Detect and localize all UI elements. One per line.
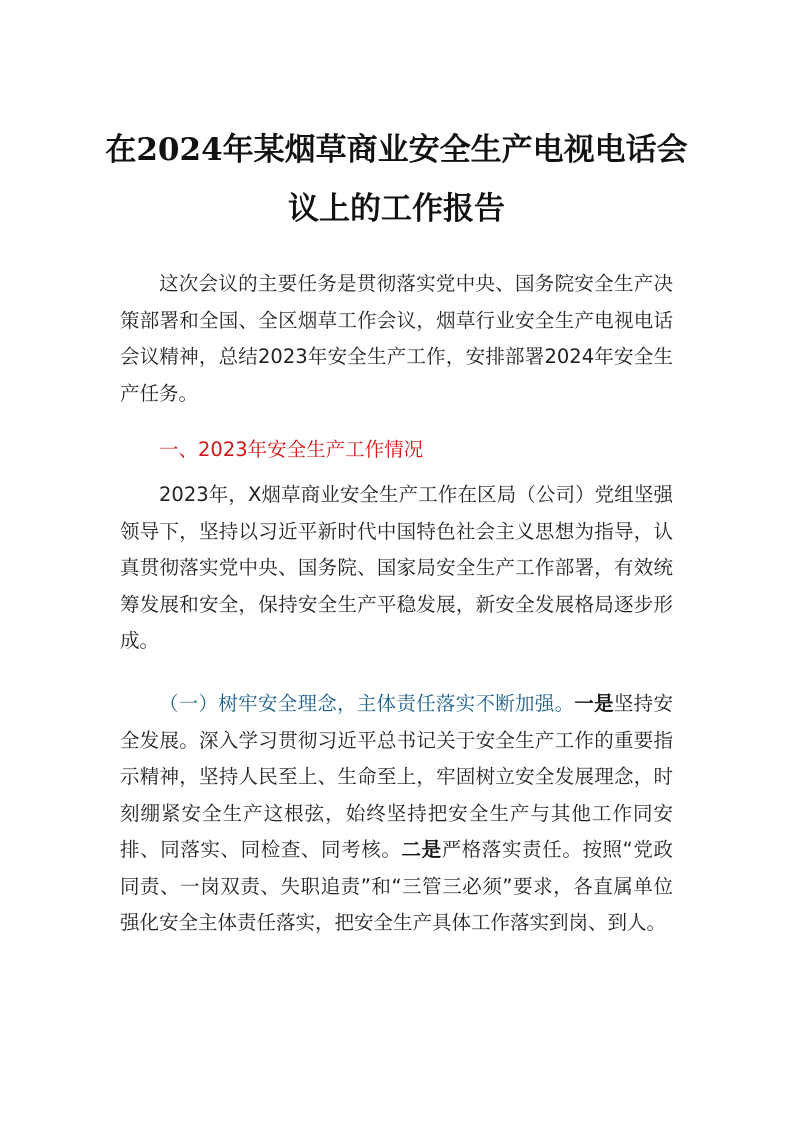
subsection-1-text-2: 严格落实责任。按照“党政同责、一岗双责、失职追责”和“三管三必须”要求，各直属单位强化安全主体责任落实，把安全生产具体工作落实到岗、到人。: [120, 838, 673, 934]
subsection-1-paragraph: [120, 686, 673, 942]
section-1-paragraph: 2023年，X烟草商业安全生产工作在区局（公司）党组坚强领导下，坚持以习近平新时代中国特色社会主义思想为指导，认真贯彻落实党中央、国务院、国家局安全生产工作部署，有效统筹发展和安全，保持安全生产平稳发展，新安全发展格局逐步形成。: [120, 483, 673, 652]
subsection-1-text-1: 坚持安全发展。深入学习贯彻习近平总书记关于安全生产工作的重要指示精神，坚持人民至上、生命至上，牢固树立安全发展理念，时刻绷紧安全生产这根弦，始终坚持把安全生产与其他工作同安排、同落实、同检查、同考核。: [120, 692, 673, 861]
subsection-1-lead-1: 一是: [574, 692, 614, 715]
intro-paragraph: 这次会议的主要任务是贯彻落实党中央、国务院安全生产决策部署和全国、全区烟草工作会议，烟草行业安全生产电视电话会议精神，总结2023年安全生产工作，安排部署2024年安全生产任务。: [120, 272, 673, 405]
document-title-line-2: 议上的工作报告: [288, 191, 505, 227]
subsection-1-heading: （一）树牢安全理念，主体责任落实不断加强。: [159, 692, 575, 715]
section-1-heading: 一、2023年安全生产工作情况: [159, 438, 424, 461]
document-title-line-1: 在2024年某烟草商业安全生产电视电话会: [105, 132, 688, 168]
subsection-1-lead-2: 二是: [401, 838, 442, 861]
